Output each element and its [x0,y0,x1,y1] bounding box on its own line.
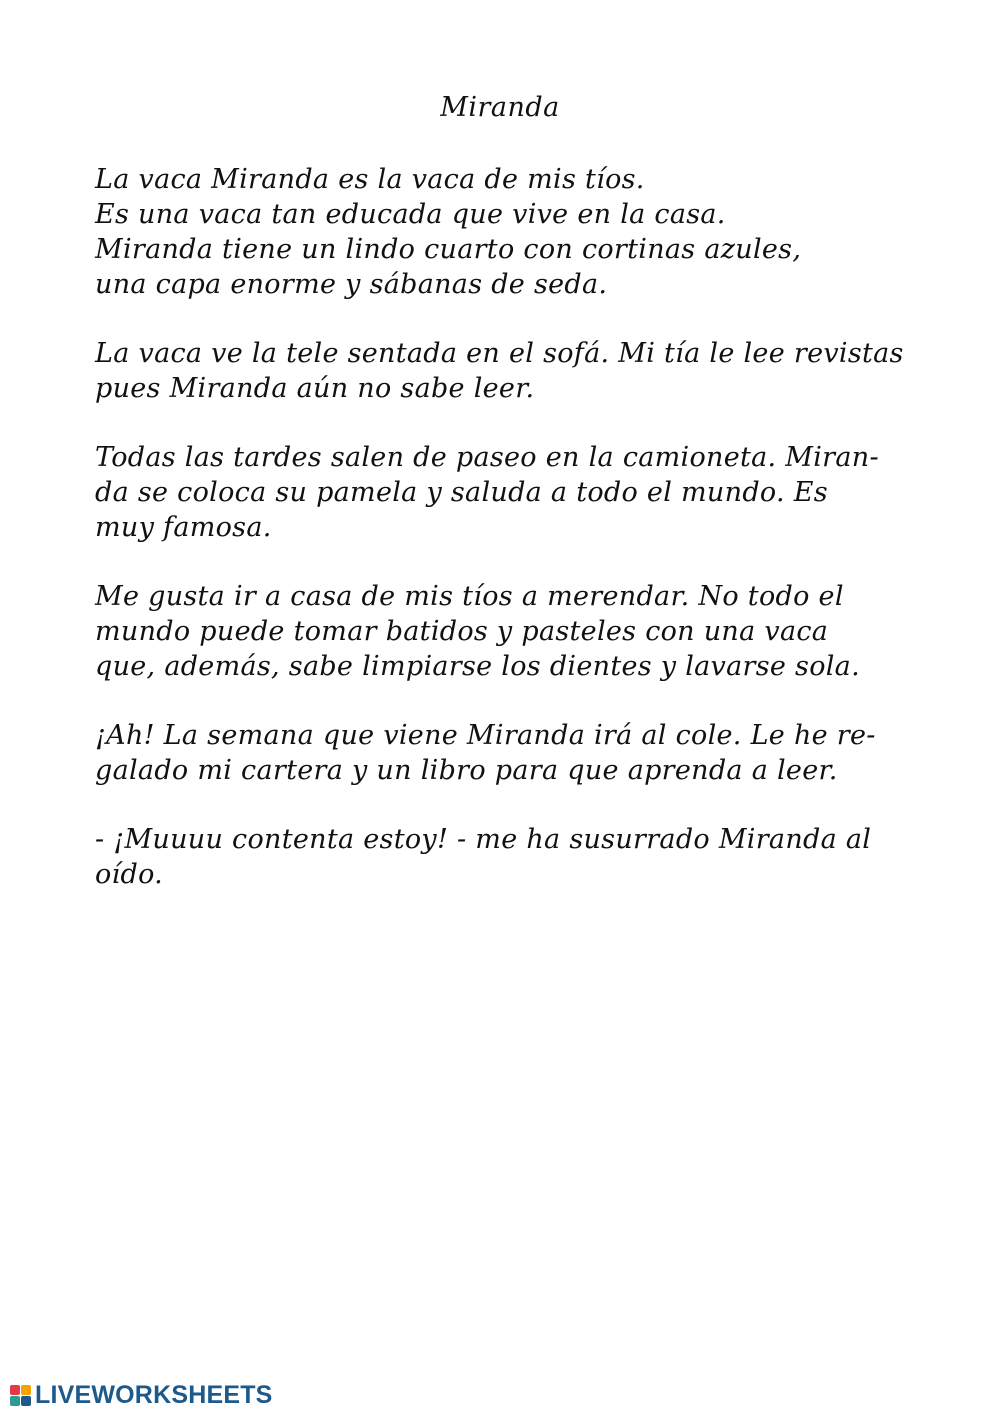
text-line: que, además, sabe limpiarse los dientes y lavarse sola. [95,651,860,682]
liveworksheets-logo [10,1380,273,1410]
paragraph-2 [95,336,915,406]
logo-square-red [10,1385,20,1395]
paragraph-4 [95,579,915,684]
text-line: da se coloca su pamela y saluda a todo el mundo. Es [95,477,828,508]
story-text [95,162,915,926]
text-line: ¡Ah! La semana que viene Miranda irá al cole. Le he re- [95,720,876,751]
paragraph-5 [95,718,915,788]
text-line: Miranda tiene un lindo cuarto con cortinas azules, [95,234,802,265]
text-line: mundo puede tomar batidos y pasteles con una vaca [95,616,829,647]
liveworksheets-logo-text: LIVEWORKSHEETS [35,1380,273,1409]
text-line: Todas las tardes salen de paseo en la camioneta. Miran- [95,442,879,473]
paragraph-6 [95,822,915,892]
text-line: galado mi cartera y un libro para que aprenda a leer. [95,755,838,786]
text-line: La vaca Miranda es la vaca de mis tíos. [95,164,645,195]
text-line: muy famosa. [95,512,272,543]
logo-square-blue [21,1396,31,1406]
logo-square-yellow [21,1385,31,1395]
text-line: - ¡Muuuu contenta estoy! - me ha susurrado Miranda al [95,824,872,855]
text-line: La vaca ve la tele sentada en el sofá. Mi tía le lee revistas [95,338,904,369]
liveworksheets-logo-icon [10,1385,31,1406]
text-line: oído. [95,859,164,890]
text-line: pues Miranda aún no sabe leer. [95,373,535,404]
text-line: una capa enorme y sábanas de seda. [95,269,608,300]
paragraph-1 [95,162,915,302]
paragraph-3 [95,440,915,545]
text-line: Es una vaca tan educada que vive en la casa. [95,199,726,230]
document-title: Miranda [440,92,560,123]
logo-square-teal [10,1396,20,1406]
text-line: Me gusta ir a casa de mis tíos a merendar. No todo el [95,581,844,612]
